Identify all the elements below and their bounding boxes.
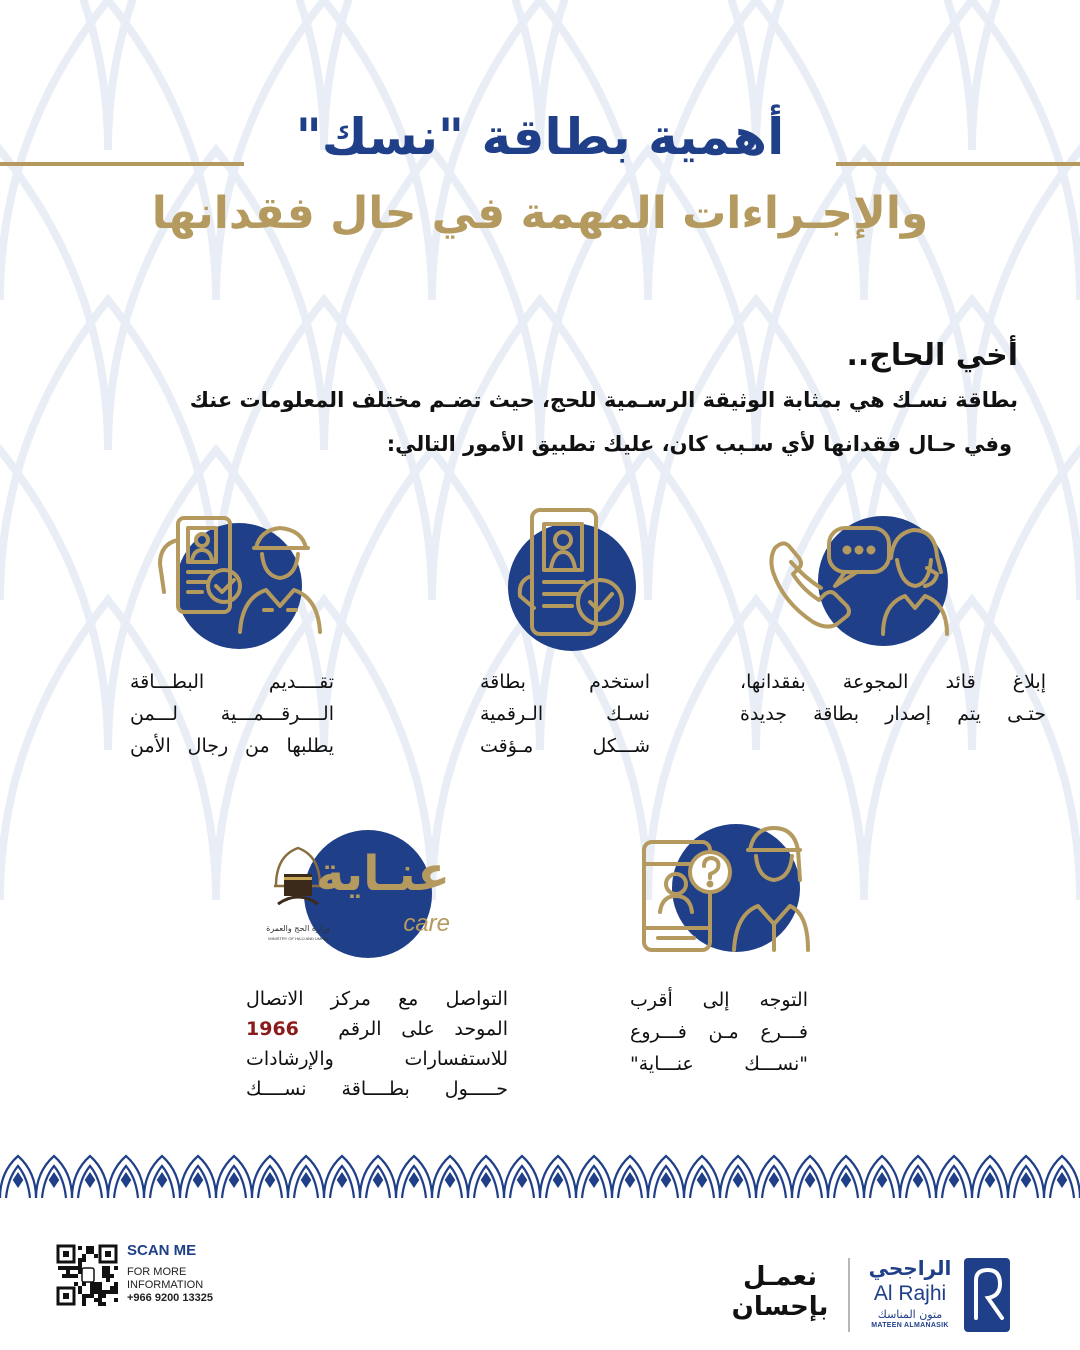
al-rajhi-logo (964, 1258, 1010, 1332)
intro-line-2: وفي حـال فقدانها لأي سـبب كان، عليك تطبيق الأمور التالي: (386, 432, 1012, 456)
branch-question-icon (638, 820, 810, 956)
intro-line-1: بطاقة نسـك هي بمثابة الوثيقة الرسـمية للحج، حيث تضـم مختلف المعلومات عنك (189, 388, 1018, 412)
contact-number[interactable]: 1966 (246, 1018, 299, 1040)
title-right-rule (836, 162, 1080, 166)
inaya-logo-en: care (403, 910, 450, 937)
ministry-name-en: MINISTRY OF HAJJ AND UMRAH (268, 936, 330, 941)
step3-text: تقــــديم البطـــاقة الــــرقـــمـــية لـــمن يطلبها من رجال الأمن (130, 671, 334, 757)
page-subtitle: والإجـراءات المهمة في حال فقدانها (151, 188, 929, 239)
contact-number-prefix: الموحد على الرقم (338, 1018, 508, 1040)
slogan: نعمـل بإحسان (731, 1262, 829, 1322)
brand-sub-en: MATEEN ALMANASIK (871, 1322, 949, 1329)
step4-text: التوجه إلى أقرب فـــرع مـن فـــروع "نســـك عنـــاية" (630, 989, 808, 1075)
phone-call-agent-icon (765, 518, 950, 636)
brand-divider (848, 1258, 850, 1332)
greeting: أخي الحاج.. (846, 338, 1018, 373)
step1-text: إبلاغ قائد المجوعة بفقدانها، حتـى يتم إصدار بطاقة جديدة (740, 671, 1046, 725)
brand-name-ar: الراجحي (868, 1256, 952, 1280)
ministry-name-ar: وزارة الحج والعمرة (266, 924, 330, 933)
police-id-check-icon (156, 514, 324, 634)
scan-info: FOR MORE INFORMATION +966 9200 13325 (127, 1266, 213, 1304)
footer-ornament (0, 1148, 1080, 1212)
step2-text: استخدم بطاقة نسـك الـرقمية شـــكل مـؤقت (480, 671, 650, 757)
page-title: أهمية بطاقة "نسك" (295, 108, 785, 166)
digital-id-check-icon (512, 506, 627, 644)
step5-text: التواصل مع مركز الاتصال الموحد على الرقم 1966 للاستفسارات والإرشادات حـــــول بطــــاقة نســــك (246, 988, 508, 1100)
inaya-logo-ar: عنـاية (316, 846, 450, 902)
scan-me-label: SCAN ME (127, 1242, 197, 1259)
phone-number[interactable]: +966 9200 13325 (127, 1292, 213, 1304)
qr-code[interactable] (56, 1244, 118, 1306)
title-block (0, 108, 1080, 178)
brand-sub-ar: متون المناسك (877, 1308, 943, 1321)
title-left-rule (0, 162, 244, 166)
brand-name-en: Al Rajhi (873, 1282, 947, 1305)
